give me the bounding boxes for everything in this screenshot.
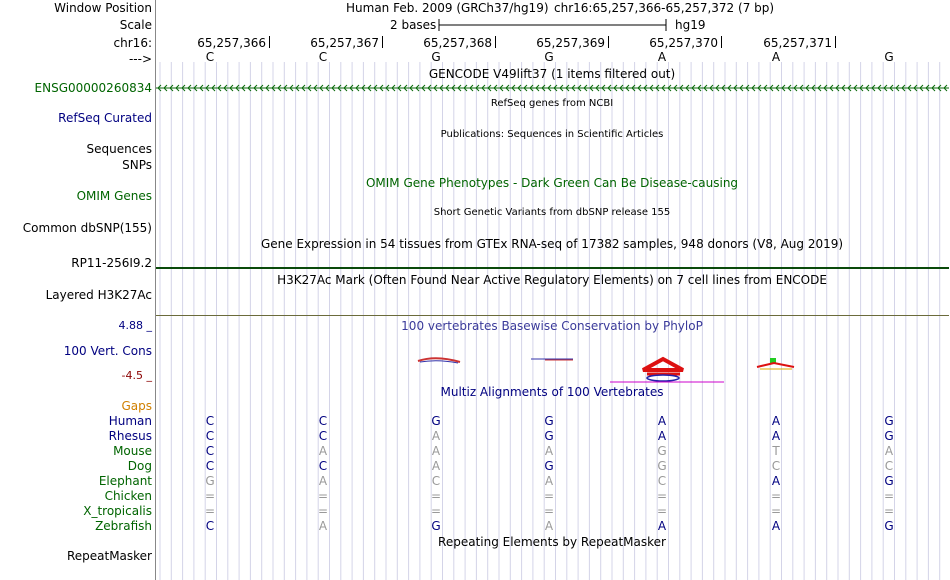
h3k27ac-track-label[interactable]: Layered H3K27Ac (45, 288, 152, 302)
alignment-base: A (318, 444, 328, 458)
omim-track-label[interactable]: OMIM Genes (76, 189, 152, 203)
alignment-base: C (657, 474, 667, 488)
alignment-base: G (657, 459, 667, 473)
reference-base: G (884, 50, 894, 64)
ruler-tick-mark (721, 36, 722, 48)
phylop-track-label[interactable]: 100 Vert. Cons (63, 344, 152, 358)
h3k27ac-signal-line (156, 315, 949, 316)
alignment-base: = (543, 504, 555, 518)
chr-label: chr16: (113, 36, 152, 50)
alignment-base: A (318, 519, 328, 533)
position-text: chr16:65,257,366-65,257,372 (7 bp) (554, 1, 775, 15)
h3k27ac-track-title[interactable]: H3K27Ac Mark (Often Found Near Active Regulatory Elements) on 7 cell lines from ENCODE (277, 273, 827, 287)
assembly-text: Human Feb. 2009 (GRCh37/hg19) (346, 1, 549, 15)
phylop-logo-a (643, 359, 683, 370)
alignment-base: = (883, 489, 895, 503)
sequences-track-label[interactable]: Sequences (86, 142, 152, 156)
alignment-base: C (318, 459, 328, 473)
reference-base: A (771, 50, 781, 64)
alignment-base: = (317, 489, 329, 503)
ruler-tick-label: 65,257,370 (649, 36, 718, 50)
alignment-base: A (771, 474, 781, 488)
alignment-base: A (431, 444, 441, 458)
alignment-base: = (883, 504, 895, 518)
alignment-base: C (205, 414, 215, 428)
species-label[interactable]: Zebrafish (95, 519, 152, 533)
alignment-base: G (884, 474, 894, 488)
reference-base: A (657, 50, 667, 64)
gaps-label: Gaps (121, 399, 152, 413)
gtex-track-title[interactable]: Gene Expression in 54 tissues from GTEx RNA-seq of 17382 samples, 948 donors (V8, Aug 2019) (260, 237, 844, 251)
species-label[interactable]: Dog (127, 459, 152, 473)
alignment-base: = (430, 489, 442, 503)
window-position-label: Window Position (54, 1, 152, 15)
alignment-base: = (770, 489, 782, 503)
alignment-base: G (431, 519, 441, 533)
species-label[interactable]: Chicken (104, 489, 152, 503)
scale-bar-db: hg19 (675, 18, 706, 32)
alignment-base: C (431, 474, 441, 488)
snps-track-label[interactable]: SNPs (122, 158, 152, 172)
reference-base: C (205, 50, 215, 64)
alignment-base: C (205, 429, 215, 443)
alignment-base: = (770, 504, 782, 518)
ruler-tick-label: 65,257,371 (763, 36, 832, 50)
alignment-base: C (318, 414, 328, 428)
alignment-base: A (771, 414, 781, 428)
alignment-base: G (431, 414, 441, 428)
species-label[interactable]: Elephant (98, 474, 152, 488)
species-label[interactable]: Mouse (113, 444, 152, 458)
alignment-base: A (771, 429, 781, 443)
alignment-base: A (771, 519, 781, 533)
alignment-base: G (884, 519, 894, 533)
alignment-base: G (544, 429, 554, 443)
alignment-base: C (884, 459, 894, 473)
repeatmasker-track-title[interactable]: Repeating Elements by RepeatMasker (438, 535, 666, 549)
alignment-base: C (205, 459, 215, 473)
alignment-base: C (205, 519, 215, 533)
alignment-base: A (431, 429, 441, 443)
phylop-mark-3 (757, 363, 794, 367)
multiz-track-title[interactable]: Multiz Alignments of 100 Vertebrates (440, 385, 664, 399)
alignment-base: G (205, 474, 215, 488)
phylop-max-label: 4.88 _ (118, 319, 152, 332)
phylop-track-title[interactable]: 100 vertebrates Basewise Conservation by PhyloP (401, 319, 703, 333)
gencode-gene-feature[interactable] (156, 81, 949, 95)
alignment-base: T (772, 444, 780, 458)
alignment-base: = (656, 504, 668, 518)
alignment-base: = (317, 504, 329, 518)
alignment-base: = (204, 489, 216, 503)
omim-track-title[interactable]: OMIM Gene Phenotypes - Dark Green Can Be Disease-causing (365, 176, 739, 190)
ruler-tick-label: 65,257,367 (310, 36, 379, 50)
ruler-tick-label: 65,257,366 (197, 36, 266, 50)
alignment-base: G (657, 444, 667, 458)
alignment-base: A (431, 459, 441, 473)
phylop-conservation-marks (400, 352, 820, 386)
alignment-base: A (884, 444, 894, 458)
gtex-gene-bar[interactable] (156, 267, 949, 269)
ruler-tick-mark (835, 36, 836, 48)
alignment-base: = (430, 504, 442, 518)
dbsnp-track-label[interactable]: Common dbSNP(155) (22, 221, 152, 235)
alignment-base: = (543, 489, 555, 503)
alignment-base: A (318, 474, 328, 488)
alignment-base: G (544, 459, 554, 473)
alignment-base: C (318, 429, 328, 443)
species-label[interactable]: Rhesus (108, 429, 152, 443)
repeatmasker-track-label[interactable]: RepeatMasker (66, 549, 152, 563)
alignment-base: C (771, 459, 781, 473)
ruler-tick-mark (608, 36, 609, 48)
phylop-min-label: -4.5 _ (121, 369, 152, 382)
alignment-base: A (544, 444, 554, 458)
alignment-base: A (657, 414, 667, 428)
ruler-tick-mark (269, 36, 270, 48)
species-label[interactable]: Human (108, 414, 152, 428)
alignment-base: G (884, 414, 894, 428)
gencode-item-label[interactable]: ENSG00000260834 (34, 81, 152, 95)
ruler-tick-label: 65,257,368 (423, 36, 492, 50)
refseq-track-title[interactable]: RefSeq genes from NCBI (490, 98, 614, 109)
ruler-tick-label: 65,257,369 (536, 36, 605, 50)
alignment-base: A (657, 429, 667, 443)
strand-label: ---> (128, 52, 152, 66)
species-label[interactable]: X_tropicalis (83, 504, 152, 518)
refseq-track-label[interactable]: RefSeq Curated (58, 111, 152, 125)
phylop-logo-c (647, 375, 679, 381)
alignment-base: = (204, 504, 216, 518)
ruler-tick-mark (382, 36, 383, 48)
publications-track-title[interactable]: Publications: Sequences in Scientific Articles (440, 129, 664, 140)
alignment-base: A (657, 519, 667, 533)
scale-bar-text: 2 bases (390, 18, 437, 32)
reference-base: G (431, 50, 441, 64)
gencode-track-title[interactable]: GENCODE V49lift37 (1 items filtered out) (428, 67, 676, 81)
dbsnp-track-title[interactable]: Short Genetic Variants from dbSNP release 155 (433, 207, 671, 218)
gtex-item-label[interactable]: RP11-256I9.2 (71, 256, 152, 270)
alignment-base: A (544, 519, 554, 533)
scale-label: Scale (119, 18, 152, 32)
reference-base: C (318, 50, 328, 64)
scale-bar (438, 17, 668, 33)
alignment-base: G (544, 414, 554, 428)
alignment-base: C (205, 444, 215, 458)
alignment-base: G (884, 429, 894, 443)
alignment-base: A (544, 474, 554, 488)
reference-base: G (544, 50, 554, 64)
alignment-base: = (656, 489, 668, 503)
ruler-tick-mark (495, 36, 496, 48)
